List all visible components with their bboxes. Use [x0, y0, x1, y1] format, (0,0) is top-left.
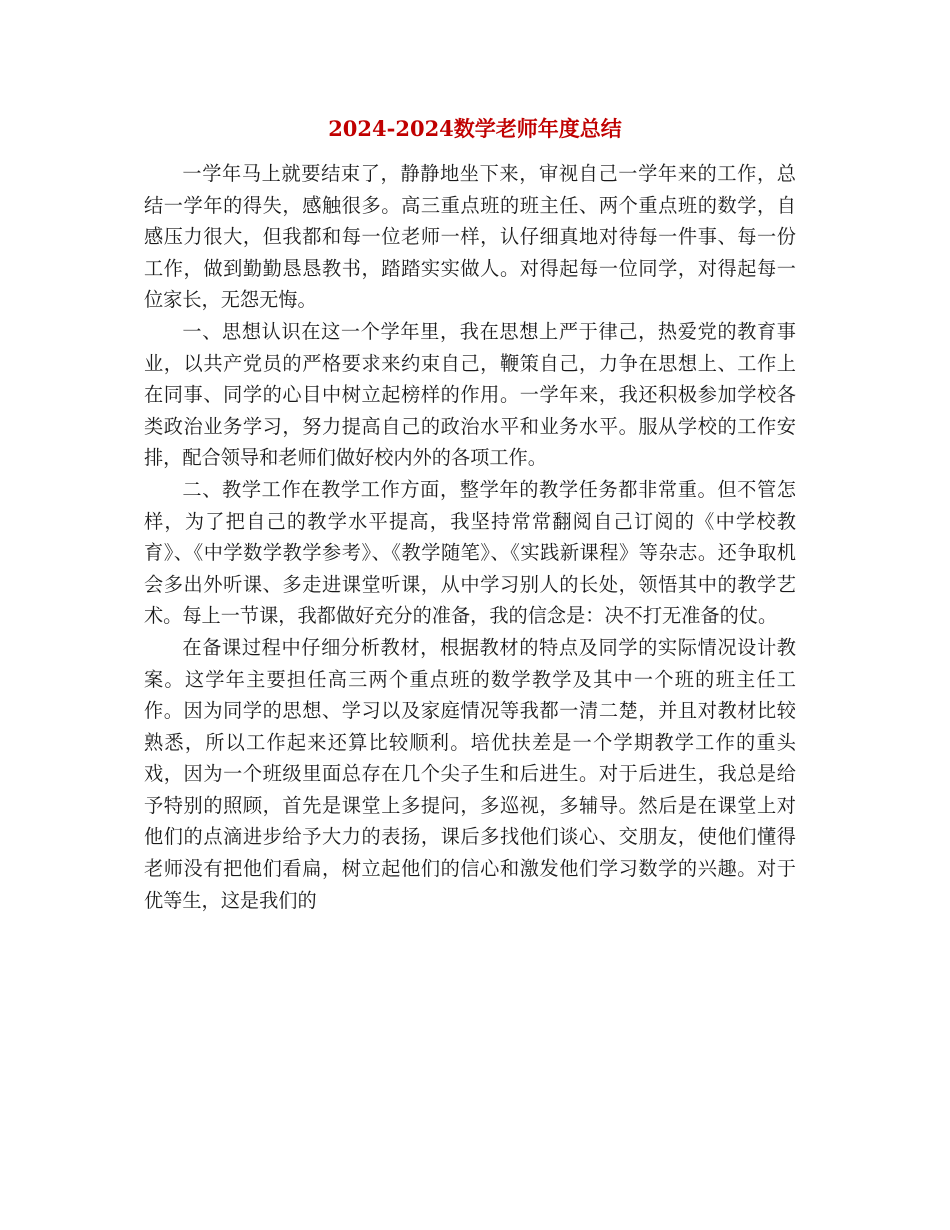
document-title: 2024-2024数学老师年度总结 — [328, 116, 622, 141]
paragraph-lesson-prep: 在备课过程中仔细分析教材，根据教材的特点及同学的实际情况设计教案。这学年主要担任高三两个重点班的数学教学及其中一个班的班主任工作。因为同学的思想、学习以及家庭情况等我都一清二楚，并且对教材比较熟悉，所以工作起来还算比较顺利。培优扶差是一个学期教学工作的重头戏，因为一个班级里面总存在几个尖子生和后进生。对于后进生，我总是给予特别的照顾，首先是课堂上多提问，多巡视，多辅导。然后是在课堂上对他们的点滴进步给予大力的表扬，课后多找他们谈心、交朋友，使他们懂得老师没有把他们看扁，树立起他们的信心和激发他们学习数学的兴趣。对于优等生，这是我们的 — [144, 635, 796, 912]
paragraph-intro: 一学年马上就要结束了，静静地坐下来，审视自己一学年来的工作，总结一学年的得失，感触很多。高三重点班的班主任、两个重点班的数学，自感压力很大，但我都和每一位老师一样，认仔细真地对待每一件事、每一份工作，做到勤勤恳恳教书，踏踏实实做人。对得起每一位同学，对得起每一位家长，无怨无悔。 — [144, 162, 796, 312]
paragraph-teaching: 二、教学工作在教学工作方面，整学年的教学任务都非常重。但不管怎样，为了把自己的教学水平提高，我坚持常常翻阅自己订阅的《中学校教育》、《中学数学教学参考》、《教学随笔》、《实践新课程》等杂志。还争取机会多出外听课、多走进课堂听课，从中学习别人的长处，领悟其中的教学艺术。每上一节课，我都做好充分的准备，我的信念是：决不打无准备的仗。 — [144, 477, 796, 628]
paragraph-ideology: 一、思想认识在这一个学年里，我在思想上严于律己，热爱党的教育事业，以共产党员的严格要求来约束自己，鞭策自己，力争在思想上、工作上在同事、同学的心目中树立起榜样的作用。一学年来，我还积极参加学校各类政治业务学习，努力提高自己的政治水平和业务水平。服从学校的工作安排，配合领导和老师们做好校内外的各项工作。 — [144, 319, 796, 470]
document-body — [144, 158, 796, 916]
